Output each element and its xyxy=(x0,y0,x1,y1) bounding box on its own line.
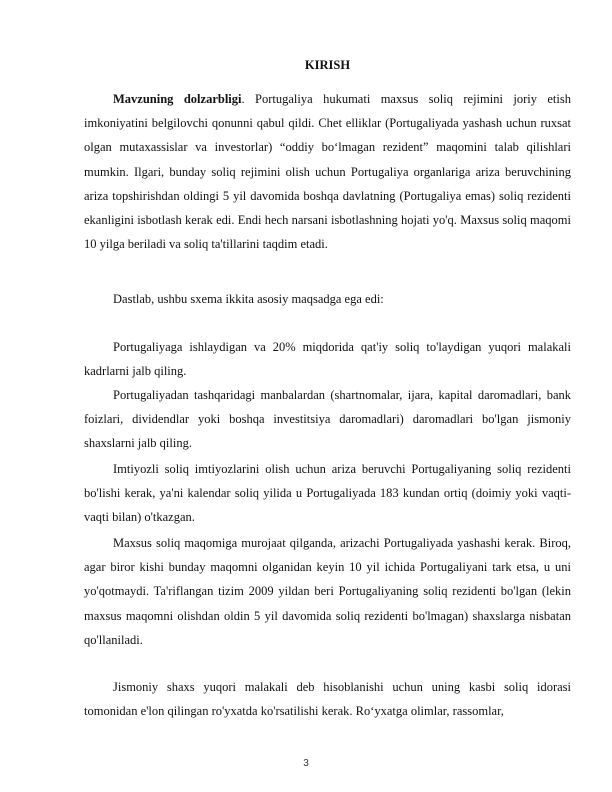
paragraph-residency: Imtiyozli soliq imtiyozlarini olish uchun ariza beruvchi Portugaliyaning soliq rezidenti bo'lishi kerak, ya'ni kalendar soliq yilida u Portugaliyada 183 kundan ortiq (doimiy yoki vaqti-vaqti bilan) o'tkazgan. xyxy=(84,462,571,525)
paragraph-goals-intro: Dastlab, ushbu sxema ikkita asosiy maqsadga ega edi: xyxy=(113,292,384,306)
paragraph-goal-two: Portugaliyadan tashqaridagi manbalardan (shartnomalar, ijara, kapital daromadlari, bank foizlari, dividendlar yoki boshqa investitsiya daromadlari) daromadlari bo'lgan jismoniy shaxslarni jalb qiling. xyxy=(84,388,571,451)
page-number: 3 xyxy=(303,758,309,769)
paragraph-goal-one: Portugaliyaga ishlaydigan va 20% miqdorida qat'iy soliq to'laydigan yuqori malakali kadrlarni jalb qiling. xyxy=(84,340,571,379)
paragraph-qualified-list: Jismoniy shaxs yuqori malakali deb hisoblanishi uchun uning kasbi soliq idorasi tomonidan e'lon qilingan ro'yxatda ko'rsatilishi kerak. Ro‘yxatga olimlar, rassomlar, xyxy=(84,680,571,719)
relevance-lead: Mavzuning dolzarbligi xyxy=(113,92,242,106)
relevance-text: . Portugaliya hukumati maxsus soliq rejimini joriy etish imkoniyatini belgilovchi qonunni qabul qildi. Chet elliklar (Portugaliyada yashash uchun ruxsat olgan mutaxassislar va investorlar) “oddiy bo‘lmagan rezident” maqomini talab qilishlari mumkin. Ilgari, bunday soliq rejimini olish uchun Portugaliya organlariga ariza beruvchining ariza topshirishdan oldingi 5 yil davomida boshqa davlatning (Portugaliya emas) soliq rezidenti ekanligini isbotlash kerak edi. Endi hech narsani isbotlashning hojati yo'q. Maxsus soliq maqomi 10 yilga beriladi va soliq ta'tillarini taqdim etadi. xyxy=(84,92,571,252)
section-title: KIRISH xyxy=(304,58,351,72)
paragraph-relevance xyxy=(84,87,571,256)
paragraph-special-status: Maxsus soliq maqomiga murojaat qilganda, arizachi Portugaliyada yashashi kerak. Biroq, agar biror kishi bunday maqomni olganidan keyin 10 yil ichida Portugaliyani tark etsa, u uni yo'qotmaydi. Ta'riflangan tizim 2009 yildan beri Portugaliyaning soliq rezidenti bo'lgan (lekin maxsus maqomni olishdan oldin 5 yil davomida soliq rezidenti bo'lmagan) shaxslarga nisbatan qo'llaniladi. xyxy=(84,536,571,647)
